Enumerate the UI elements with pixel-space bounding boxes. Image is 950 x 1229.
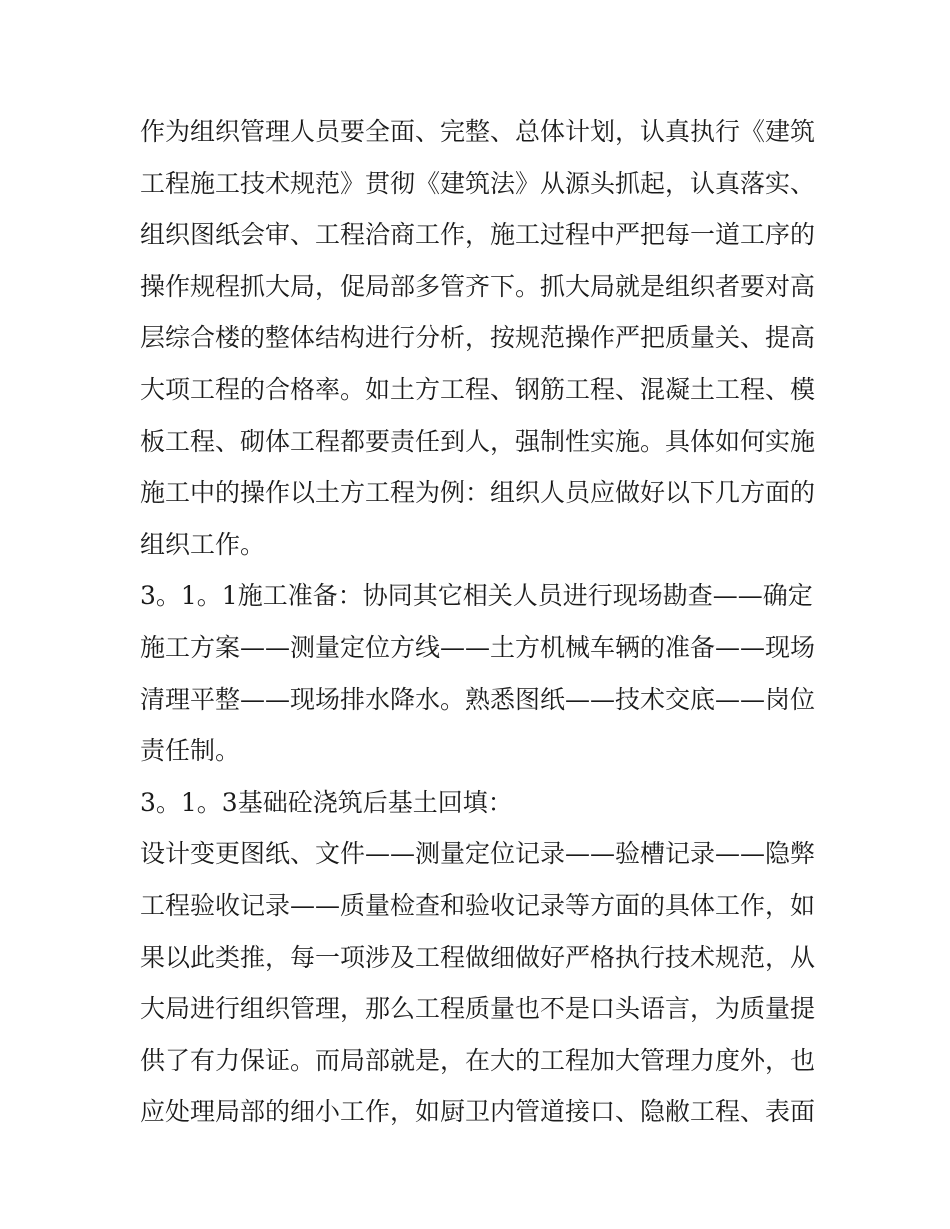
document-body [140,106,820,1138]
text-line: 层综合楼的整体结构进行分析，按规范操作严把质量关、提高 [140,323,816,353]
text-line: 应处理局部的细小工作，如厨卫内管道接口、隐敝工程、表面 [140,1097,816,1127]
text-line: 清理平整——现场排水降水。熟悉图纸——技术交底——岗位 [140,684,816,714]
text-line: 工程施工技术规范》贯彻《建筑法》从源头抓起，认真落实、 [140,168,816,198]
section-heading-3-1-3: 3。1。3基础砼浇筑后基土回填： [140,787,513,817]
text-line: 作为组织管理人员要全面、完整、总体计划，认真执行《建筑 [140,117,816,146]
text-line: 施工中的操作以土方工程为例：组织人员应做好以下几方面的 [140,478,816,508]
text-line: 大项工程的合格率。如土方工程、钢筋工程、混凝土工程、模 [140,374,816,404]
text-line: 责任制。 [140,736,241,766]
text-line: 设计变更图纸、文件——测量定位记录——验槽记录——隐弊 [140,839,816,869]
text-line: 施工方案——测量定位方线——土方机械车辆的准备——现场 [140,632,816,662]
text-line: 板工程、砌体工程都要责任到人，强制性实施。具体如何实施 [140,426,816,456]
section-heading-3-1-1: 3。1。1施工准备：协同其它相关人员进行现场勘查——确定 [140,581,813,611]
text-line: 工程验收记录——质量检查和验收记录等方面的具体工作，如 [140,890,816,920]
text-line: 大局进行组织管理，那么工程质量也不是口头语言，为质量提 [140,994,816,1024]
text-line: 组织图纸会审、工程洽商工作，施工过程中严把每一道工序的 [140,220,816,250]
text-line: 组织工作。 [140,529,266,559]
text-line: 供了有力保证。而局部就是，在大的工程加大管理力度外，也 [140,1045,816,1075]
text-line: 操作规程抓大局，促局部多管齐下。抓大局就是组织者要对高 [140,271,816,301]
text-line: 果以此类推，每一项涉及工程做细做好严格执行技术规范，从 [140,942,816,972]
